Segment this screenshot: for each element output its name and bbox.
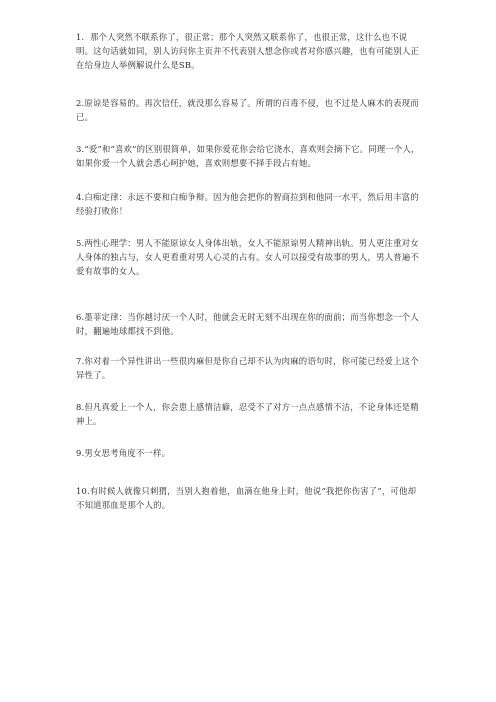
paragraph-2: 2.原谅是容易的。再次信任，就没那么容易了。所谓的百毒不侵，也不过是人麻木的表现而已。 [76,98,419,122]
paragraph-3: 3.“爱”和“喜欢”的区别很简单，如果你爱花你会给它浇水，喜欢则会摘下它。同理一个人，如果你爱一个人就会悉心呵护她，喜欢则想要不择手段占有她。 [76,144,420,168]
paragraph-1: 1．那个人突然不联系你了，很正常；那个人突然又联系你了，也很正常，这什么也不说明。这句话就如同，别人访问你主页并不代表别人想念你或者对你感兴趣，也有可能别人正在给身边人举例解说什么是SB。 [76,32,419,70]
paragraph-4: 4.白痴定律：永远不要和白痴争辩。因为他会把你的智商拉到和他同一水平，然后用丰富的经验打败你！ [76,192,419,216]
paragraph-7: 7.你对着一个异性讲出一些很肉麻但是你自己却不认为肉麻的语句时，你可能已经爱上这个异性了。 [76,356,419,380]
paragraph-8: 8.但凡真爱上一个人，你会患上感情洁癖，忍受不了对方一点点感情不洁，不论身体还是精神上。 [76,402,419,426]
paragraph-6: 6.墨菲定律：当你越讨厌一个人时，他就会无时无刻不出现在你的面前；而当你想念一个人时，翻遍地球都找不到他。 [76,312,419,336]
paragraph-5: 5.两性心理学：男人不能原谅女人身体出轨，女人不能原谅男人精神出轨。男人更注重对女人身体的独占与，女人更看重对男人心灵的占有。女人可以接受有故事的男人，男人普遍不爱有故事的女人。 [76,238,419,276]
paragraph-10: 10.有时候人就像只刺猬，当别人抱着他，血滴在他身上时，他说“我把你伤害了”，可他却不知道那血是那个人的。 [76,486,417,510]
paragraph-9: 9.男女思考角度不一样。 [76,448,171,458]
